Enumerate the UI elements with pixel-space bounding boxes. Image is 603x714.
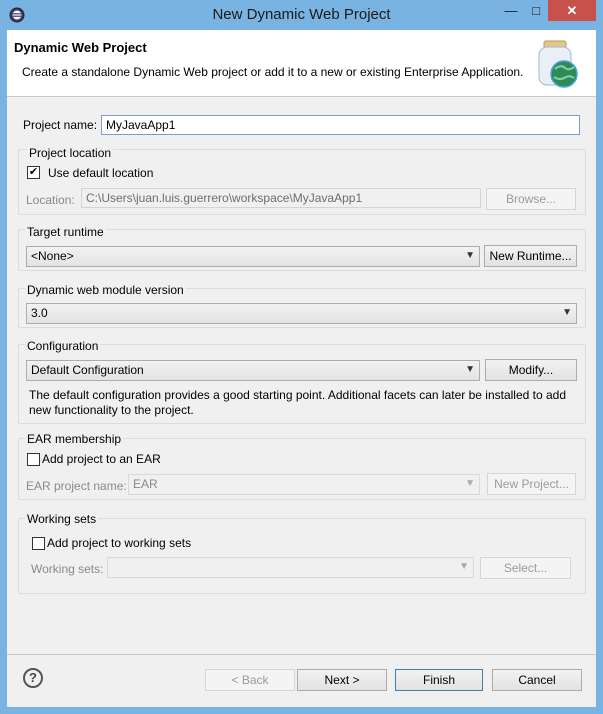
finish-button[interactable]: Finish (395, 669, 483, 691)
dialog-body (7, 30, 596, 707)
ear-project-select[interactable] (128, 474, 480, 495)
target-runtime-label: Target runtime (27, 225, 104, 239)
project-name-input[interactable]: MyJavaApp1 (101, 115, 580, 135)
configuration-description: The default configuration provides a good starting point. Additional facets can later be installed to add new functionality to the project. (29, 388, 567, 417)
project-name-label: Project name: (23, 118, 98, 132)
configuration-select[interactable] (26, 360, 480, 381)
dropdown-arrow-icon: ▼ (459, 561, 469, 572)
target-runtime-value: <None> (31, 249, 74, 263)
help-icon[interactable] (23, 668, 43, 688)
window-title: New Dynamic Web Project (212, 6, 391, 23)
working-sets-label: Working sets (27, 512, 97, 526)
use-default-location-checkbox[interactable] (27, 166, 40, 179)
dropdown-arrow-icon: ▼ (562, 307, 572, 318)
project-location-label: Project location (29, 146, 112, 160)
next-button[interactable]: Next > (297, 669, 387, 691)
modify-button[interactable]: Modify... (485, 359, 577, 381)
dropdown-arrow-icon: ▼ (465, 364, 475, 375)
select-working-sets-button[interactable]: Select... (480, 557, 571, 579)
configuration-label: Configuration (27, 339, 99, 353)
add-to-working-sets-label: Add project to working sets (47, 536, 192, 550)
use-default-location-label: Use default location (48, 166, 154, 180)
module-version-select[interactable] (26, 303, 577, 324)
ear-project-name-label: EAR project name: (26, 479, 127, 493)
working-sets-field-label: Working sets: (31, 562, 104, 576)
page-title: Dynamic Web Project (14, 40, 147, 55)
browse-button[interactable]: Browse... (486, 188, 576, 210)
back-button[interactable]: < Back (205, 669, 295, 691)
add-to-working-sets-checkbox[interactable] (32, 537, 45, 550)
configuration-value: Default Configuration (31, 363, 144, 377)
maximize-button[interactable]: □ (532, 3, 540, 18)
location-input[interactable]: C:\Users\juan.luis.guerrero\workspace\MyJavaApp1 (81, 188, 481, 208)
cancel-button[interactable]: Cancel (492, 669, 582, 691)
jar-globe-icon (531, 38, 583, 90)
add-to-ear-label: Add project to an EAR (42, 452, 161, 466)
wizard-header (7, 30, 596, 97)
module-version-label: Dynamic web module version (27, 283, 184, 297)
close-button[interactable]: ✕ (548, 0, 596, 21)
working-sets-group (18, 518, 586, 594)
page-description: Create a standalone Dynamic Web project or add it to a new or existing Enterprise Application. (22, 65, 524, 79)
checkmark-icon: ✔ (28, 166, 39, 178)
help-glyph: ? (29, 670, 37, 685)
dropdown-arrow-icon: ▼ (465, 478, 475, 489)
working-sets-select[interactable] (107, 557, 474, 578)
new-project-button[interactable]: New Project... (487, 473, 576, 495)
location-label: Location: (26, 193, 75, 207)
ear-membership-label: EAR membership (27, 432, 122, 446)
title-bar[interactable] (0, 0, 603, 30)
dropdown-arrow-icon: ▼ (465, 250, 475, 261)
target-runtime-select[interactable] (26, 246, 480, 267)
add-to-ear-checkbox[interactable] (27, 453, 40, 466)
module-version-value: 3.0 (31, 306, 48, 320)
new-runtime-button[interactable]: New Runtime... (484, 245, 577, 267)
footer-separator (7, 654, 596, 655)
minimize-button[interactable]: — (504, 3, 518, 18)
ear-project-value: EAR (133, 477, 158, 491)
